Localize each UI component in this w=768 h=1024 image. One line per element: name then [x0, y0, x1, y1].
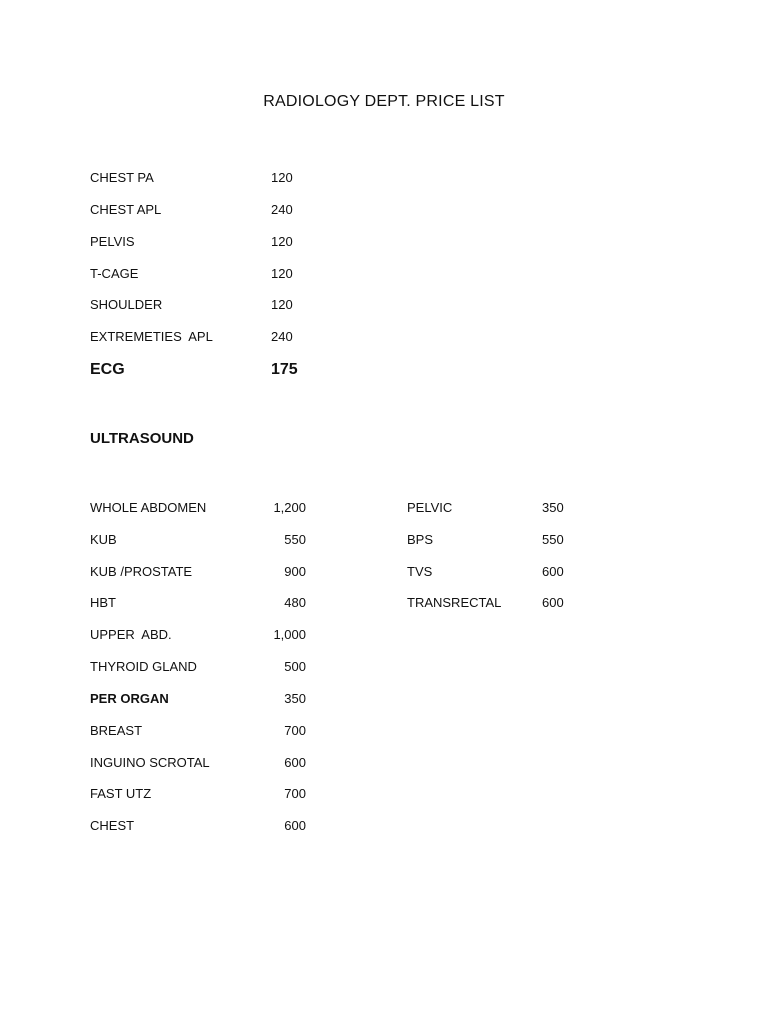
page-title: RADIOLOGY DEPT. PRICE LIST — [263, 93, 505, 110]
item-label: SHOULDER — [90, 297, 163, 312]
item-label: CHEST APL — [90, 202, 162, 217]
item-label: HBT — [90, 595, 116, 610]
item-label: PELVIS — [90, 234, 135, 249]
item-price: 120 — [271, 170, 293, 185]
ecg-price: 175 — [271, 361, 298, 378]
item-price: 240 — [271, 202, 293, 217]
item-price: 600 — [284, 755, 306, 770]
item-price: 480 — [284, 595, 306, 610]
item-label: PER ORGAN — [90, 691, 169, 706]
item-price: 700 — [284, 786, 306, 801]
item-label: TRANSRECTAL — [407, 595, 502, 610]
item-label: UPPER ABD. — [90, 627, 172, 642]
item-price: 900 — [284, 564, 306, 579]
item-label: PELVIC — [407, 500, 453, 515]
item-price: 120 — [271, 234, 293, 249]
item-label: BPS — [407, 532, 434, 547]
item-price: 350 — [284, 691, 306, 706]
item-label: WHOLE ABDOMEN — [90, 500, 207, 515]
item-price: 600 — [284, 818, 306, 833]
item-price: 350 — [542, 500, 564, 515]
item-price: 500 — [284, 659, 306, 674]
item-price: 600 — [542, 595, 564, 610]
item-label: FAST UTZ — [90, 786, 152, 801]
item-label: THYROID GLAND — [90, 659, 197, 674]
ecg-label: ECG — [90, 361, 125, 378]
item-label: T-CAGE — [90, 266, 139, 281]
item-price: 120 — [271, 297, 293, 312]
item-price: 240 — [271, 329, 293, 344]
item-label: TVS — [407, 564, 433, 579]
item-price: 1,200 — [273, 500, 306, 515]
item-label: CHEST PA — [90, 170, 154, 185]
item-label: KUB /PROSTATE — [90, 564, 193, 579]
item-label: BREAST — [90, 723, 143, 738]
item-price: 550 — [284, 532, 306, 547]
ultrasound-heading: ULTRASOUND — [90, 430, 194, 447]
item-price: 550 — [542, 532, 564, 547]
item-price: 600 — [542, 564, 564, 579]
item-price: 1,000 — [273, 627, 306, 642]
item-label: CHEST — [90, 818, 135, 833]
item-label: KUB — [90, 532, 117, 547]
item-price: 700 — [284, 723, 306, 738]
item-label: INGUINO SCROTAL — [90, 755, 210, 770]
item-price: 120 — [271, 266, 293, 281]
item-label: EXTREMETIES APL — [90, 329, 213, 344]
